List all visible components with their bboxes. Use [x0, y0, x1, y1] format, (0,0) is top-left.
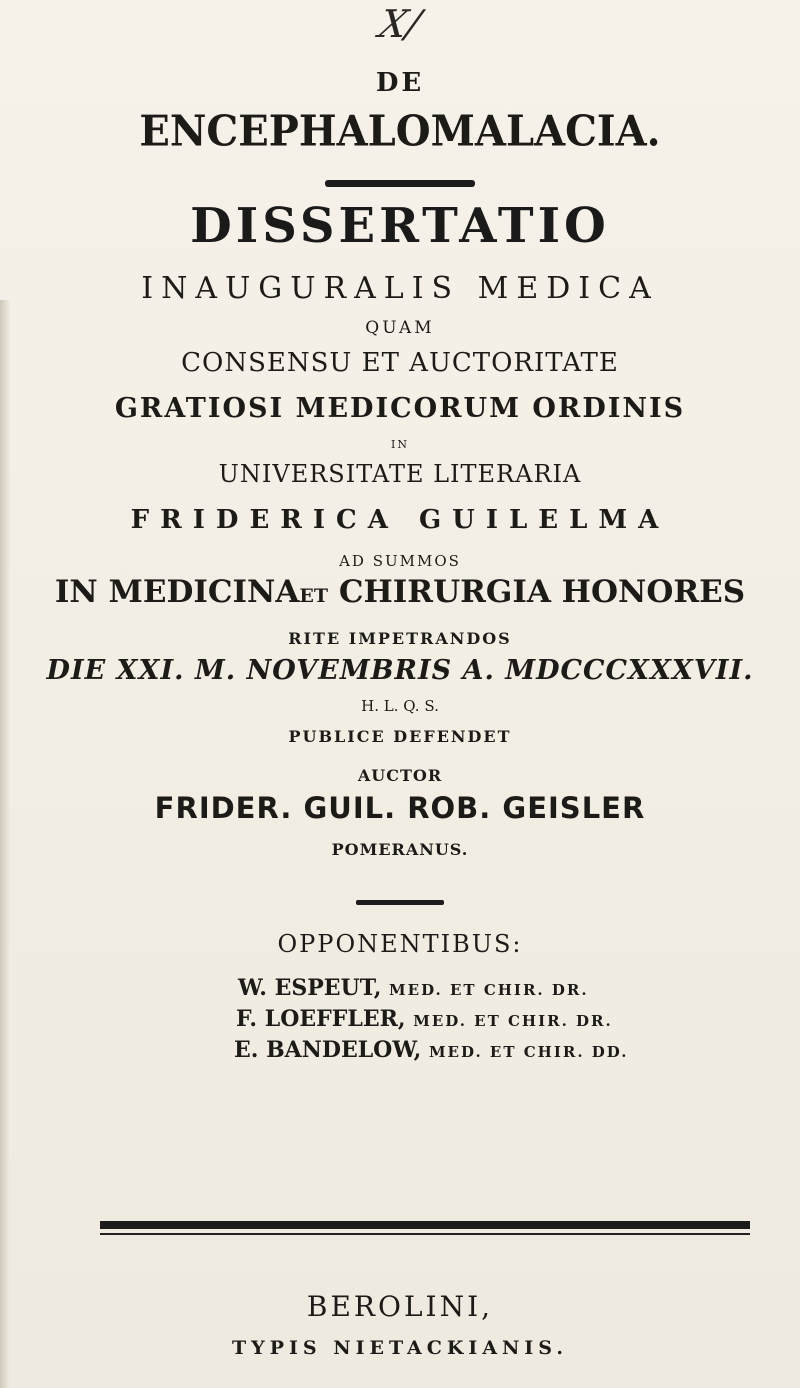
honores-et: ET: [299, 585, 329, 607]
honores-part-1: IN MEDICINA: [54, 574, 300, 610]
university-name: FRIDERICA GUILELMA: [130, 505, 670, 535]
rite-line: RITE IMPETRANDOS: [288, 629, 512, 648]
opponent-name: F. LOEFFLER,: [236, 1006, 406, 1032]
consensu-line: CONSENSU ET AUCTORITATE: [181, 348, 619, 378]
date-line: DIE XXI. M. NOVEMBRIS A. MDCCCXXXVII.: [46, 655, 754, 686]
in-line: IN: [391, 438, 409, 451]
opponent-degree: MED. ET CHIR. DD.: [428, 1043, 629, 1061]
ornamental-rule-top: [325, 180, 475, 187]
opponent-row: [234, 1037, 628, 1063]
opponent-degree: MED. ET CHIR. DR.: [413, 1012, 613, 1030]
place-of-printing: BEROLINI,: [306, 1290, 494, 1323]
printer-line: TYPIS NIETACKIANIS.: [232, 1337, 568, 1359]
opponent-row: [238, 975, 589, 1001]
honores-line: [0, 574, 800, 610]
auctor-line: AUCTOR: [357, 766, 443, 785]
opponentibus-heading: OPPONENTIBUS:: [277, 930, 523, 958]
hlqs-line: H. L. Q. S.: [361, 697, 439, 715]
universitate-line: UNIVERSITATE LITERARIA: [218, 460, 582, 488]
opponent-row: [236, 1006, 613, 1032]
author-name: FRIDER. GUIL. ROB. GEISLER: [154, 791, 646, 825]
ad-summos-line: AD SUMMOS: [339, 552, 461, 570]
gratiosi-line: GRATIOSI MEDICORUM ORDINIS: [114, 393, 686, 424]
ornamental-rule-middle: [356, 900, 444, 905]
heading: DISSERTATIO: [190, 198, 610, 254]
bottom-double-rule-thin: [100, 1233, 750, 1235]
quam-line: QUAM: [365, 318, 435, 338]
honores-part-2: CHIRURGIA HONORES: [338, 574, 746, 610]
main-title: ENCEPHALOMALACIA.: [139, 106, 661, 157]
preposition: DE: [375, 68, 425, 98]
opponent-degree: MED. ET CHIR. DR.: [389, 981, 589, 999]
bottom-double-rule-thick: [100, 1221, 750, 1229]
opponent-name: W. ESPEUT,: [238, 975, 382, 1001]
handwritten-mark: X/: [375, 2, 425, 46]
subheading: INAUGURALIS MEDICA: [141, 271, 659, 306]
publice-line: PUBLICE DEFENDET: [288, 727, 512, 746]
author-origin: POMERANUS.: [331, 840, 469, 859]
opponent-name: E. BANDELOW,: [234, 1037, 422, 1063]
